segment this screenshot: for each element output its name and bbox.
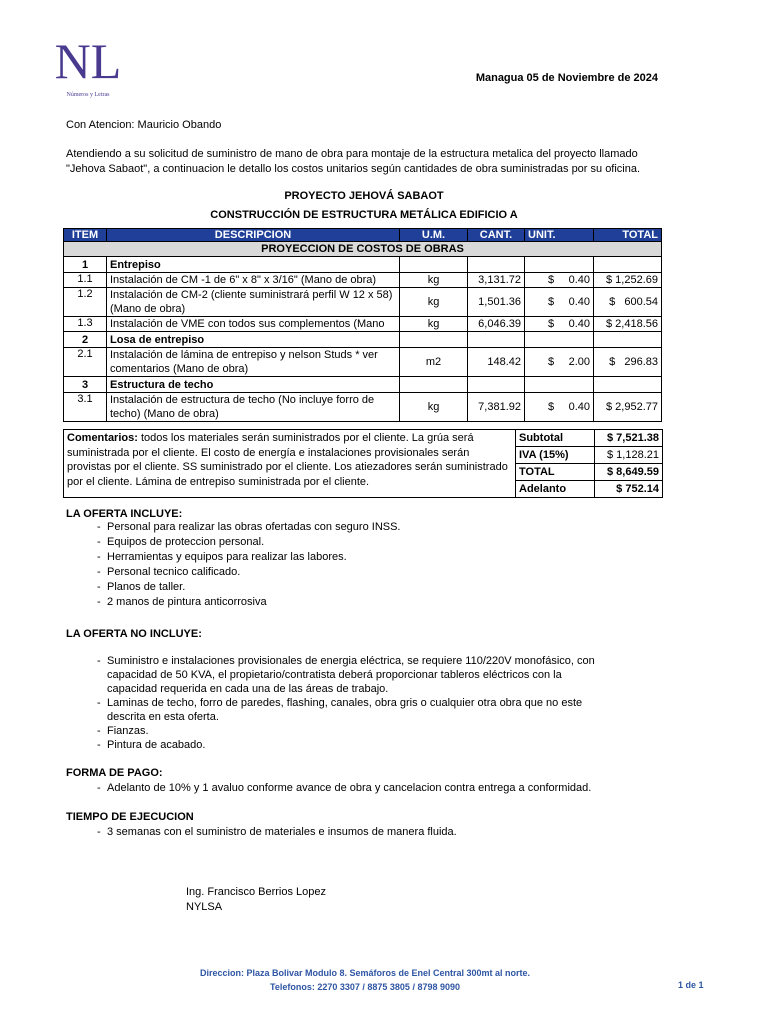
list-item: - Suministro e instalaciones provisionales de energia eléctrica, se requiere 110/220V monofásico, con capacidad de 50 KVA, el propietario/contratista deberá proporcionar tableros eléctricos con la capacidad requerida en cada una de las áreas de trabajo. — [97, 654, 597, 696]
row-currency: $ — [548, 274, 555, 286]
excludes-list — [97, 654, 597, 752]
schedule-title: TIEMPO DE EJECUCION — [66, 811, 194, 823]
iva-value: $ 1,128.21 — [595, 447, 663, 464]
row-unit: 0.40 — [568, 401, 590, 413]
list-item: - Planos de taller. — [97, 580, 401, 595]
row-total: $ 600.54 — [594, 288, 662, 317]
row-description: Instalación de CM -1 de 6" x 8" x 3/16" (Mano de obra) — [107, 273, 400, 288]
row-item: 3.1 — [64, 393, 107, 422]
header-item: ITEM — [64, 229, 107, 242]
comments-label: Comentarios: — [67, 432, 138, 444]
payment-title: FORMA DE PAGO: — [66, 767, 163, 779]
header-cant: CANT. — [468, 229, 525, 242]
row-unit: 0.40 — [568, 274, 590, 286]
row-currency: $ — [548, 318, 555, 330]
row-currency: $ — [548, 401, 555, 413]
section-banner-row — [64, 242, 662, 257]
footer-address: Direccion: Plaza Bolivar Modulo 8. Semáforos de Enel Central 300mt al norte. — [199, 968, 531, 978]
list-item: - Personal para realizar las obras ofertadas con seguro INSS. — [97, 520, 401, 535]
row-item: 3 — [64, 377, 107, 393]
list-item: - Pintura de acabado. — [97, 738, 597, 752]
row-unit: 2.00 — [568, 356, 590, 368]
attention-line: Con Atencion: Mauricio Obando — [66, 119, 222, 131]
row-um: kg — [400, 317, 468, 332]
list-item: - Fianzas. — [97, 724, 597, 738]
section-banner: PROYECCION DE COSTOS DE OBRAS — [64, 242, 662, 257]
total-value: $ 8,649.59 — [595, 464, 663, 481]
advance-label: Adelanto — [516, 481, 595, 498]
summary-table — [63, 429, 663, 498]
project-title: PROYECTO JEHOVÁ SABAOT — [284, 190, 444, 202]
row-total: $ 1,252.69 — [594, 273, 662, 288]
row-description: Instalación de estructura de techo (No incluye forro de techo) (Mano de obra) — [107, 393, 400, 422]
row-item: 2.1 — [64, 348, 107, 377]
row-total: $ 2,418.56 — [594, 317, 662, 332]
row-total: $ 296.83 — [594, 348, 662, 377]
row-total: $ 2,952.77 — [594, 393, 662, 422]
header-description: DESCRIPCION — [107, 229, 400, 242]
payment-list — [97, 781, 657, 796]
row-um: kg — [400, 273, 468, 288]
subtotal-value: $ 7,521.38 — [595, 430, 663, 447]
row-item: 2 — [64, 332, 107, 348]
schedule-list — [97, 825, 657, 840]
project-subtitle: CONSTRUCCIÓN DE ESTRUCTURA METÁLICA EDIFICIO A — [210, 209, 518, 221]
company-logo — [54, 28, 122, 100]
intro-paragraph: Atendiendo a su solicitud de suministro de mano de obra para montaje de la estructura metalica del proyecto llamado "Jehova Sabaot", a continuacion le detallo los costos unitarios según cantidades de obra suministradas por su oficina. — [66, 148, 641, 175]
row-item: 1.1 — [64, 273, 107, 288]
table-header-row — [64, 229, 662, 242]
table-row — [64, 273, 662, 288]
row-currency: $ — [548, 356, 555, 368]
list-item: - Personal tecnico calificado. — [97, 565, 401, 580]
row-description: Estructura de techo — [107, 377, 400, 393]
section-row — [64, 332, 662, 348]
signature-company: NYLSA — [186, 901, 223, 913]
advance-value: $ 752.14 — [595, 481, 663, 498]
section-row — [64, 377, 662, 393]
row-um: m2 — [400, 348, 468, 377]
comments-text: todos los materiales serán suministrados por el cliente. La grúa será suministrada por el cliente. El costo de energía e instalaciones provisionales serán provistas por el cliente. SS suministrado por el cliente. Los atiezadores serán suministrado por el cliente. Lámina de entrepiso suministrada por el cliente. — [67, 432, 508, 488]
list-item: - 3 semanas con el suministro de materiales e insumos de manera fluida. — [97, 825, 657, 840]
row-cant: 148.42 — [468, 348, 525, 377]
includes-title: LA OFERTA INCLUYE: — [66, 508, 183, 520]
row-unit: 0.40 — [568, 296, 590, 308]
row-unit: 0.40 — [568, 318, 590, 330]
includes-list — [97, 520, 401, 610]
excludes-title: LA OFERTA NO INCLUYE: — [66, 628, 202, 640]
row-item: 1 — [64, 257, 107, 273]
header-total: TOTAL — [594, 229, 662, 242]
list-item: - Herramientas y equipos para realizar las labores. — [97, 550, 401, 565]
list-item: - Adelanto de 10% y 1 avaluo conforme avance de obra y cancelacion contra entrega a conformidad. — [97, 781, 657, 796]
subtotal-label: Subtotal — [516, 430, 595, 447]
footer-phones: Telefonos: 2270 3307 / 8875 3805 / 8798 9090 — [270, 982, 460, 992]
date-line: Managua 05 de Noviembre de 2024 — [475, 72, 658, 84]
row-description: Instalación de lámina de entrepiso y nelson Studs * ver comentarios (Mano de obra) — [107, 348, 400, 377]
comments-cell — [64, 430, 516, 498]
row-cant: 3,131.72 — [468, 273, 525, 288]
row-description: Entrepiso — [107, 257, 400, 273]
row-cant: 6,046.39 — [468, 317, 525, 332]
row-cant: 1,501.36 — [468, 288, 525, 317]
list-item: - Equipos de proteccion personal. — [97, 535, 401, 550]
table-row — [64, 317, 662, 332]
logo-tagline: Números y Letras — [66, 92, 110, 98]
row-um: kg — [400, 393, 468, 422]
header-um: U.M. — [400, 229, 468, 242]
logo-monogram: NL — [54, 33, 122, 89]
row-cant: 7,381.92 — [468, 393, 525, 422]
signature-name: Ing. Francisco Berrios Lopez — [186, 886, 327, 898]
section-row — [64, 257, 662, 273]
page-number: 1 de 1 — [678, 980, 704, 990]
row-item: 1.3 — [64, 317, 107, 332]
header-unit: UNIT. — [525, 229, 594, 242]
row-currency: $ — [548, 296, 555, 308]
row-description: Instalación de VME con todos sus complementos (Mano — [107, 317, 400, 332]
row-item: 1.2 — [64, 288, 107, 317]
table-row — [64, 393, 662, 422]
row-description: Instalación de CM-2 (cliente suministrará perfil W 12 x 58) (Mano de obra) — [107, 288, 400, 317]
list-item: - 2 manos de pintura anticorrosiva — [97, 595, 401, 610]
row-um: kg — [400, 288, 468, 317]
list-item: - Laminas de techo, forro de paredes, flashing, canales, obra gris o cualquier otra obra que no este descrita en esta oferta. — [97, 696, 597, 724]
total-label: TOTAL — [516, 464, 595, 481]
table-row — [64, 348, 662, 377]
cost-table — [63, 228, 662, 422]
row-description: Losa de entrepiso — [107, 332, 400, 348]
iva-label: IVA (15%) — [516, 447, 595, 464]
table-row — [64, 288, 662, 317]
